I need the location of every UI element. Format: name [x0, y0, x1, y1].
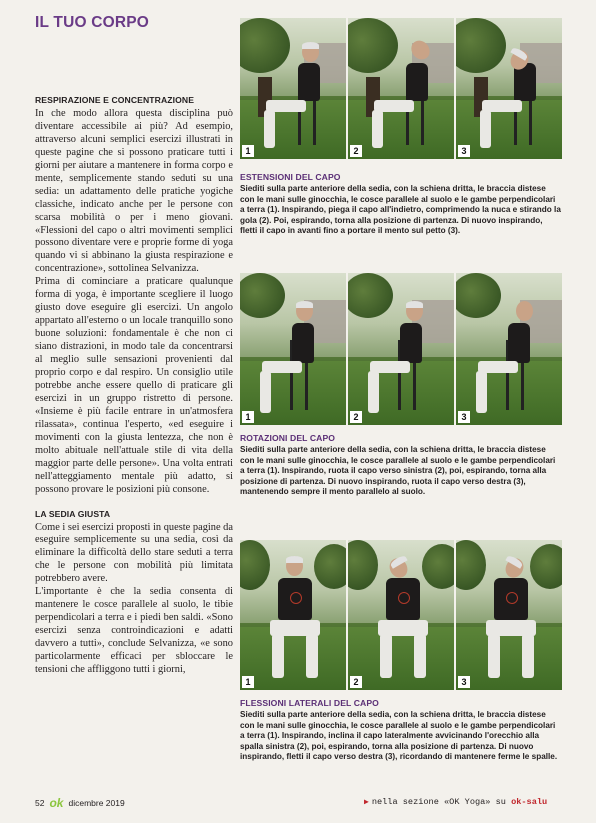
- article-paragraph-3: Come i sei esercizi proposti in queste pagine da eseguire semplicemente su una sedia, così da eliminare la difficoltà dello stare seduti a terra che le persone con mobilità più limitata potrebbero avere.: [35, 521, 233, 585]
- exercise-2-text: Siediti sulla parte anteriore della sedia, con la schiena dritta, le braccia distese con le mani sulle ginocchia, le cosce parallele al suolo e le gambe perpendicolari a terra (1). Inspirando, ruota il capo verso sinistra (2), poi, espirando, torna alla posizione di partenza. Di nuovo inspirando, ruota il capo verso destra (3), mantenendo sempre il mento parallelo al suolo.: [240, 445, 556, 497]
- article-paragraph-1: In che modo allora questa disciplina può diventare accessibile ai più? Ad esempio, attraverso alcuni semplici esercizi illustrati in queste pagine che si possono praticare tutti i giorni per aiutare a mantenere in forma corpo e mente, semplicemente stando seduti su una sedia: un adattamento delle pratiche yogiche classiche, indicato anche per le persone con scarsa mobilità o per i meno giovani. «Flessioni del capo o altri movimenti semplici possono diventare vere e proprie forme di yoga quando vi si abbinano la giusta respirazione e concentrazione», sottolinea Selvanizza.: [35, 107, 233, 275]
- exercise-2-photos: [240, 273, 562, 425]
- exercise-1-photos: [240, 18, 562, 159]
- exercise-2-title: ROTAZIONI DEL CAPO: [240, 433, 336, 443]
- page-footer: [35, 796, 125, 810]
- exercise-1-title: ESTENSIONI DEL CAPO: [240, 172, 341, 182]
- step-number: 3: [458, 411, 470, 423]
- ok-logo: ok: [49, 796, 64, 810]
- exercise-photo: [348, 18, 454, 159]
- section-heading-chair: LA SEDIA GIUSTA: [35, 508, 111, 519]
- exercise-3-title: FLESSIONI LATERALI DEL CAPO: [240, 698, 379, 708]
- step-number: 2: [350, 676, 362, 688]
- promo-site[interactable]: ok-salu: [511, 797, 548, 807]
- exercise-photo: [456, 273, 562, 425]
- step-number: 2: [350, 411, 362, 423]
- issue-date: dicembre 2019: [68, 798, 125, 808]
- step-number: 1: [242, 411, 254, 423]
- article-paragraph-4: L'importante è che la sedia consenta di mantenere le cosce parallele al suolo, le tibie perpendicolari a terra e i piedi ben saldi. «Sono esercizi senza controindicazioni e adatti davvero a tutti», conclude Selvanizza, «e sono particolarmente efficaci per sbloccare le tensioni che affliggono tutti i giorni,: [35, 586, 233, 675]
- exercise-photo: [348, 273, 454, 425]
- exercise-3-photos: [240, 540, 562, 690]
- arrow-right-icon: ▶: [364, 798, 369, 807]
- step-number: 2: [350, 145, 362, 157]
- step-number: 3: [458, 145, 470, 157]
- exercise-photo: [456, 18, 562, 159]
- article-paragraph-2: Prima di cominciare a praticare qualunque forma di yoga, è importante scegliere il luogo giusto dove eseguire gli esercizi. Un angolo appartato all'esterno o un locale tranquillo sono buone soluzioni: fondamentale è che non ci siano distrazioni, in modo tale da concentrarsi al meglio sulle sensazioni provenienti dal proprio corpo e dal respiro. Un consiglio utile potrebbe anche essere quello di praticare gli esercizi in un gruppo ristretto di persone. «Insieme è più facile entrare in un'atmosfera rilassata», continua l'esperto, «ed eseguire i movimenti con la giusta lentezza, che non è molto abituale nell'attuale stile di vita della maggior parte delle persone». Una volta entrati nell'atteggiamento mentale più adatto, si possono provare le posizioni più consone.: [35, 276, 233, 495]
- promo-text: nella sezione «OK Yoga» su: [371, 797, 512, 807]
- exercise-photo: [240, 540, 346, 690]
- exercise-1-text: Siediti sulla parte anteriore della sedia, con la schiena dritta, le braccia distese con le mani sulle ginocchia, le cosce parallele al suolo e le gambe perpendicolari a terra (1). Inspirando, piega il capo all'indietro, comprimendo la nuca e stirando la gola (2). Poi, espirando, torna alla posizione di partenza. Di nuovo inspirando, fletti il capo in avanti fino a portare il mento sul petto (3).: [240, 184, 561, 236]
- exercise-photo: [240, 273, 346, 425]
- section-title: IL TUO CORPO: [35, 14, 150, 31]
- exercise-photo: [348, 540, 454, 690]
- article-column: [35, 94, 233, 677]
- footer-promo: [364, 797, 547, 807]
- page-number: 52: [35, 798, 45, 808]
- exercise-3-text: Siediti sulla parte anteriore della sedia, con la schiena dritta, le braccia distese con le mani sulle ginocchia, le cosce parallele al suolo e le gambe perpendicolari a terra (1). Inspirando, inclina il capo lateralmente avvicinando l'orecchio alla spalla sinistra (2), poi, espirando, torna alla posizione di partenza. Di nuovo inspirando, fletti il capo verso destra (3), ricordando di mantenere ferme le spalle.: [240, 710, 558, 762]
- step-number: 1: [242, 676, 254, 688]
- step-number: 3: [458, 676, 470, 688]
- step-number: 1: [242, 145, 254, 157]
- exercise-photo: [456, 540, 562, 690]
- exercise-photo: [240, 18, 346, 159]
- section-heading-breathing: RESPIRAZIONE E CONCENTRAZIONE: [35, 95, 195, 105]
